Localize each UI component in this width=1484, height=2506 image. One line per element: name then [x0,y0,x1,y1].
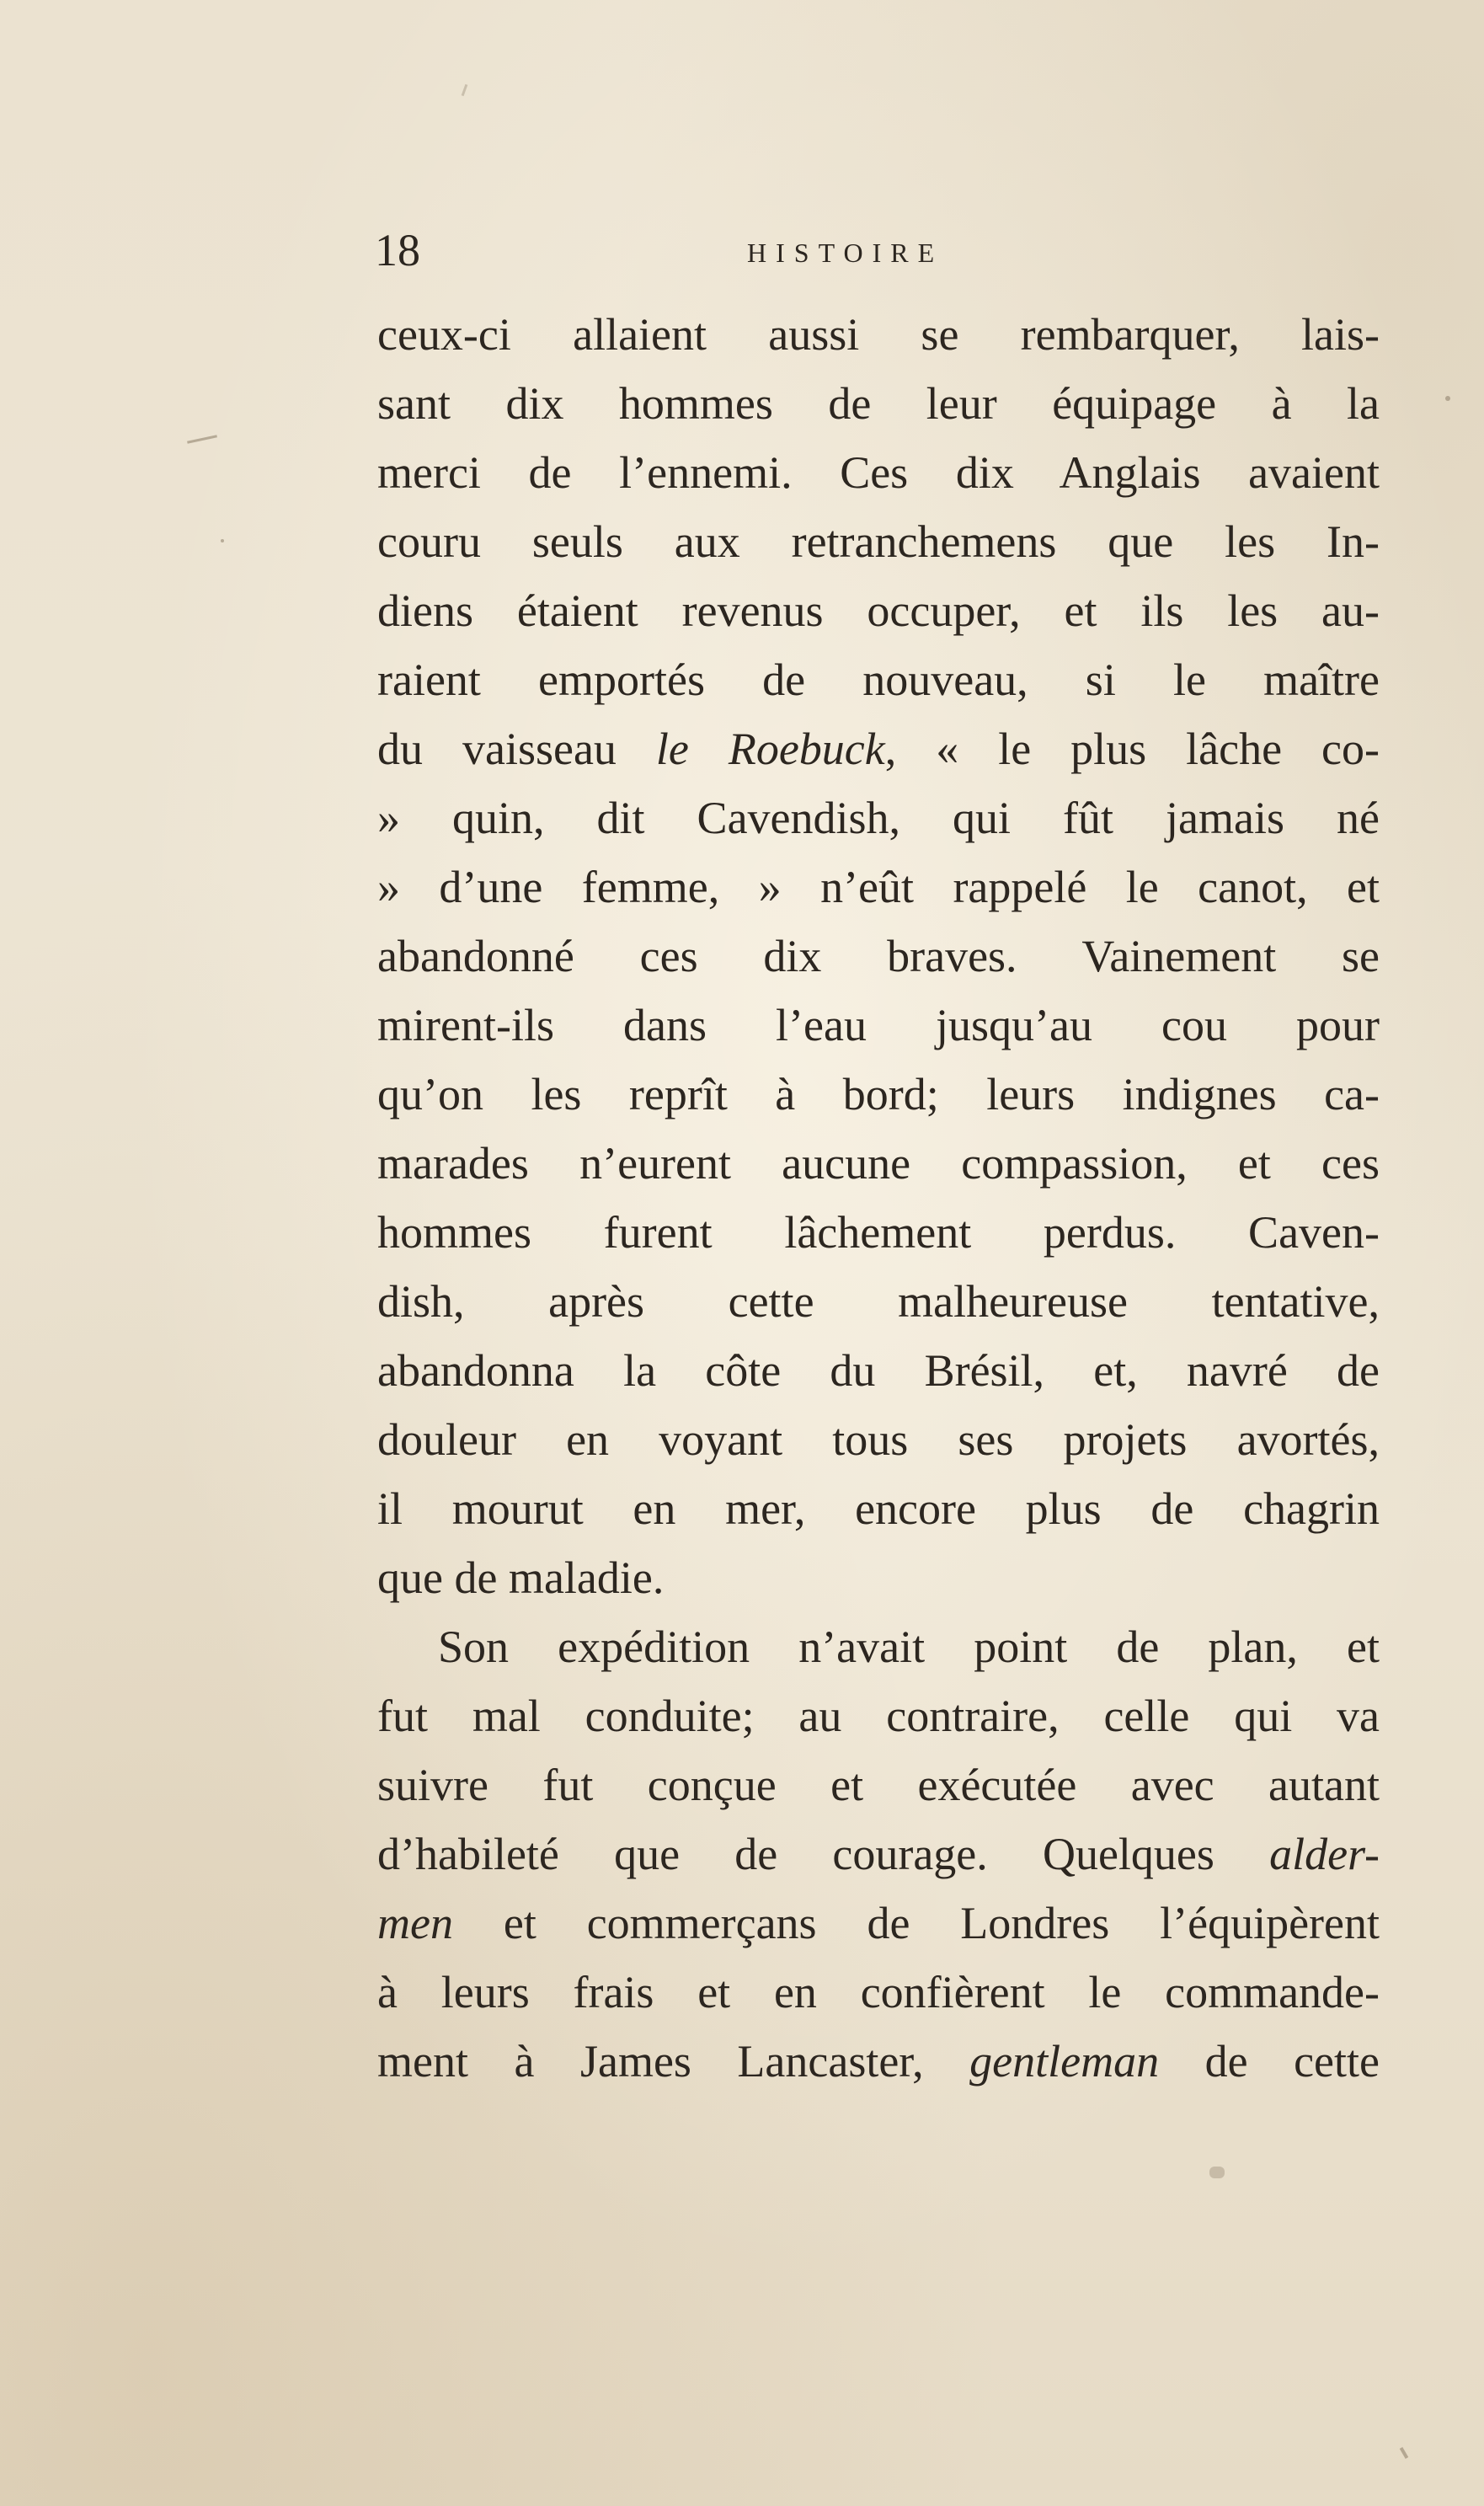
text-line: qu’on les reprît à bord; leurs indignes ca- [377,1069,1380,1119]
text-line [377,1819,1380,1889]
text-line: abandonna la côte du Brésil, et, navré de [377,1345,1380,1396]
text-line: mirent-ils dans l’eau jusqu’au cou pour [377,1000,1380,1050]
text-run: ment à James Lancaster, [377,2036,970,2087]
text-line: raient emportés de nouveau, si le maître [377,655,1380,705]
text-line: suivre fut conçue et exécutée avec autant [377,1760,1380,1810]
italic-word: men [377,1898,453,1948]
text-line: hommes furent lâchement perdus. Caven- [377,1207,1380,1258]
text-run: d’habileté que de courage. Quelques [377,1829,1270,1879]
text-run: de cette [1159,2036,1380,2087]
text-line: à leurs frais et en confièrent le commande- [377,1967,1380,2017]
italic-word: alder- [1269,1829,1380,1879]
text-line: » quin, dit Cavendish, qui fût jamais né [377,793,1380,843]
paper-speck [462,84,468,96]
text-line [377,714,1380,783]
text-line: il mourut en mer, encore plus de chagrin [377,1483,1380,1534]
text-line: merci de l’ennemi. Ces dix Anglais avaient [377,447,1380,498]
text-line: abandonné ces dix braves. Vainement se [377,931,1380,981]
italic-word: gentleman [969,2036,1160,2087]
text-line: douleur en voyant tous ses projets avortés, [377,1414,1380,1465]
paper-speck [187,435,217,443]
text-run: du vaisseau [377,724,656,774]
running-head [375,221,1385,280]
text-line: sant dix hommes de leur équipage à la [377,378,1380,429]
paper-speck [1209,2167,1225,2178]
body-text [377,300,1380,2096]
running-head-title: HISTOIRE [747,238,944,268]
italic-ship-name: le Roebuck [655,724,885,774]
paper-speck [1445,396,1450,401]
paper-speck [1400,2447,1408,2459]
text-run: , « le plus lâche co- [884,724,1380,774]
text-line: dish, après cette malheureuse tentative, [377,1276,1380,1327]
text-line: » d’une femme, » n’eût rappelé le canot, et [377,862,1380,912]
text-line [377,2027,1380,2096]
paragraph-end-line: que de maladie. [377,1552,665,1603]
text-line: ceux-ci allaient aussi se rembarquer, lais- [377,309,1380,360]
text-line [377,1889,1380,1958]
text-line: marades n’eurent aucune compassion, et ces [377,1138,1380,1189]
text-line: fut mal conduite; au contraire, celle qui va [377,1691,1380,1741]
text-line: diens étaient revenus occuper, et ils les au- [377,585,1380,636]
page-number: 18 [375,225,420,275]
paper-speck [221,539,224,542]
text-run: et commerçans de Londres l’équipèrent [452,1898,1380,1948]
paragraph-start-line: Son expédition n’avait point de plan, et [438,1622,1380,1672]
text-line: couru seuls aux retranchemens que les In- [377,516,1380,567]
